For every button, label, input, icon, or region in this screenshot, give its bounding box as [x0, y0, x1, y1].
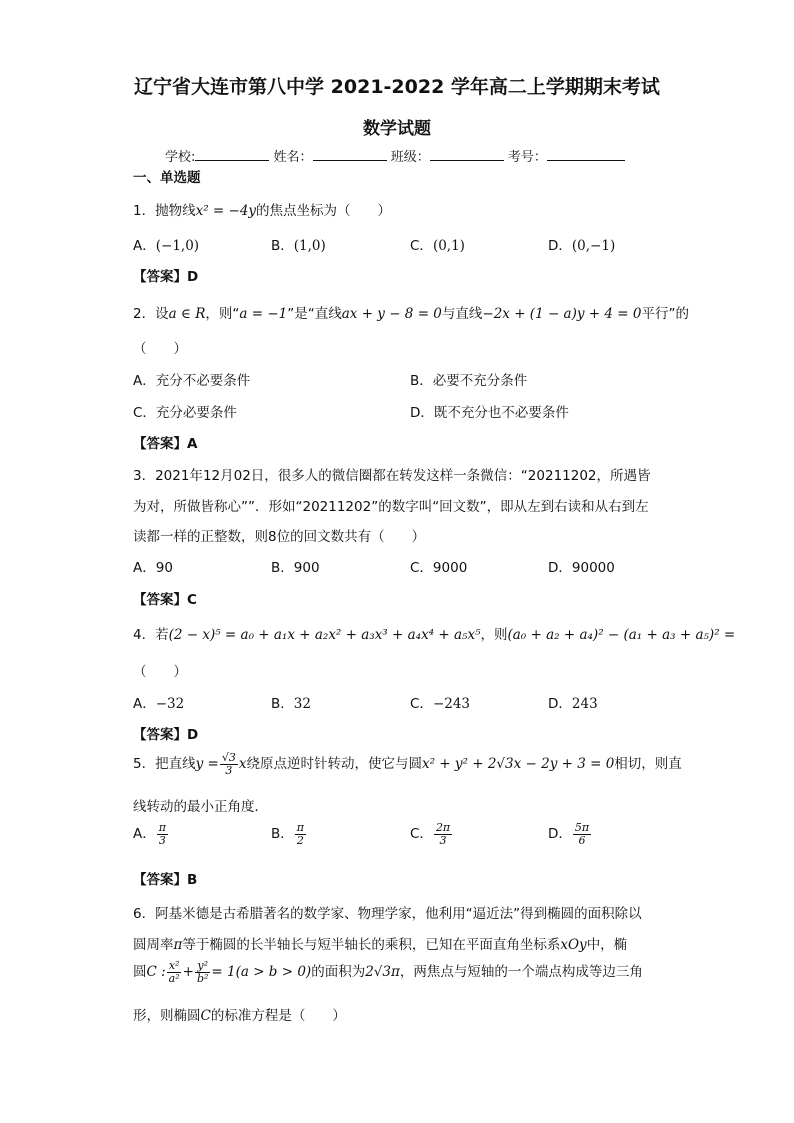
document-title: 辽宁省大连市第八中学 2021-2022 学年高二上学期期末考试	[134, 76, 660, 98]
q3-option-d: D．90000	[548, 560, 615, 576]
q6-line-4: 形，则椭圆C的标准方程是（ ）	[133, 1008, 346, 1024]
q1-option-a: A．(−1,0)	[133, 238, 200, 254]
q4-option-a: A．−32	[133, 696, 185, 712]
q4-paren: （ ）	[133, 664, 187, 680]
student-info-row	[165, 146, 625, 165]
question-5: 5．把直线y = $\frac{√3}{3}$ x绕原点逆时针转动，使它与圆x² + y² + 2√3x − 2y + 3 = 0相切，则直	[133, 751, 682, 777]
q5-option-b: B． $\frac{\pi}{2}$	[271, 821, 304, 847]
q2-option-b: B．必要不充分条件	[410, 373, 528, 389]
q6-line-3: 圆C : $\frac{\text{x²}}{\text{a²}}$ + $\frac{\text{y²}}{\text{b²}}$ = 1(a > b > 0)的面积为2√3π，两焦点与短轴的一个端点构成等边三角	[133, 959, 643, 985]
q1-option-c: C．(0,1)	[410, 238, 465, 254]
q3-option-b: B．900	[271, 560, 320, 576]
class-blank	[430, 148, 504, 161]
q2-answer: 【答案】A	[133, 436, 198, 452]
q2-option-d: D．既不充分也不必要条件	[410, 405, 569, 421]
q3-line-1: 3．2021年12月02日，很多人的微信圈都在转发这样一条微信：“20211202，所遇皆	[133, 468, 651, 484]
q5-answer: 【答案】B	[133, 872, 198, 888]
q6-line-1: 6．阿基米德是古希腊著名的数学家、物理学家，他利用“逼近法”得到椭圆的面积除以	[133, 906, 642, 922]
q3-line-2: 为对，所做皆称心””．形如“20211202”的数字叫“回文数”，即从左到右读和从右到左	[133, 499, 649, 515]
number-blank	[547, 148, 625, 161]
class-label: 班级：	[390, 150, 430, 165]
q3-answer: 【答案】C	[133, 592, 197, 608]
q3-line-3: 读都一样的正整数，则8位的回文数共有（ ）	[133, 529, 426, 545]
number-label: 考号：	[507, 150, 547, 165]
q1-option-b: B．(1,0)	[271, 238, 326, 254]
q4-option-d: D．243	[548, 696, 598, 712]
q4-option-c: C．−243	[410, 696, 471, 712]
q1-text: 抛物线	[155, 203, 196, 219]
q5-option-c: C． $\frac{2\pi}{3}$	[410, 821, 451, 847]
q4-answer: 【答案】D	[133, 727, 199, 743]
q1-answer: 【答案】D	[133, 269, 199, 285]
question-1	[133, 199, 391, 219]
q3-option-a: A．90	[133, 560, 173, 576]
q6-line-2: 圆周率π等于椭圆的长半轴长与短半轴长的乘积，已知在平面直角坐标系xOy中，椭	[133, 937, 628, 953]
q5-line-2: 线转动的最小正角度．	[133, 799, 268, 815]
q1-option-d: D．(0,−1)	[548, 238, 616, 254]
q1-math: x² = −4y	[195, 203, 257, 219]
q5-option-a: A． $\frac{\pi}{3}$	[133, 821, 166, 847]
question-4: 4．若(2 − x)⁵ = a₀ + a₁x + a₂x² + a₃x³ + a₄x⁴ + a₅x⁵，则(a₀ + a₂ + a₄)² − (a₁ + a₃ + a₅)² =	[133, 627, 736, 643]
q1-text-end: 的焦点坐标为（ ）	[256, 203, 392, 219]
document-subtitle: 数学试题	[363, 119, 431, 139]
question-2: 2．设a ∈ R，则“a = −1”是“直线ax + y − 8 = 0与直线−2x + (1 − a)y + 4 = 0平行”的	[133, 306, 689, 322]
q3-option-c: C．9000	[410, 560, 468, 576]
q2-paren: （ ）	[133, 341, 187, 357]
q2-option-c: C．充分必要条件	[133, 405, 237, 421]
section-title: 一、单选题	[133, 170, 201, 186]
q4-option-b: B．32	[271, 696, 311, 712]
school-label: 学校:	[165, 150, 196, 165]
name-label: 姓名：	[273, 150, 313, 165]
q1-number: 1．	[133, 203, 156, 219]
q2-option-a: A．充分不必要条件	[133, 373, 251, 389]
name-blank	[313, 148, 387, 161]
q5-option-d: D． $\frac{5\pi}{6}$	[548, 821, 590, 847]
school-blank	[195, 148, 269, 161]
